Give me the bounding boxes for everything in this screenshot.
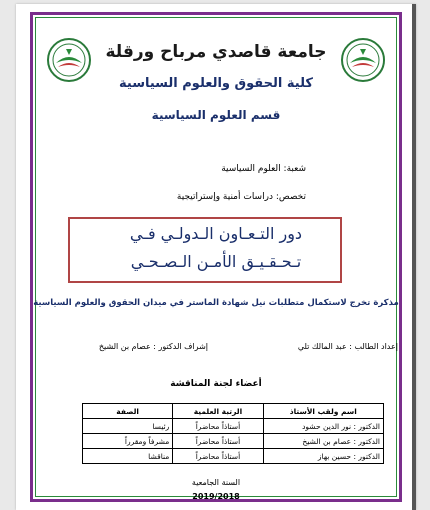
student-name: إعداد الطالب : عبد المالك تلي — [297, 342, 398, 351]
branch-label: شعبة: العلوم السياسية — [221, 164, 306, 174]
member-rank: أستاذاً محاضراً — [173, 419, 263, 434]
table-row — [83, 434, 384, 449]
column-header-role: الصفة — [83, 404, 173, 419]
member-rank: أستاذاً محاضراً — [173, 434, 263, 449]
member-role: رئيسا — [83, 419, 173, 434]
table-row — [83, 449, 384, 464]
table-header-row — [83, 404, 384, 419]
column-header-name: اسم ولقب الأستاذ — [263, 404, 383, 419]
university-name: جامعة قاصدي مرباح ورقلة — [105, 42, 327, 62]
department-name: قسم العلوم السياسية — [151, 108, 281, 122]
document-page — [16, 4, 416, 510]
thesis-description: مذكرة تخرج لاستكمال متطلبات نيل شهادة الماستر في ميدان الحقوق والعلوم السياسية — [33, 298, 399, 308]
member-rank: أستاذاً محاضراً — [173, 449, 263, 464]
supervisor-name: إشراف الدكتور : عصام بن الشيخ — [98, 342, 208, 351]
member-name: الدكتور : عصام بن الشيخ — [263, 434, 383, 449]
member-name: الدكتور : حسين بهاز — [263, 449, 383, 464]
member-name: الدكتور : نور الدين حشود — [263, 419, 383, 434]
thesis-title-line-1: دور التـعـاون الـدولـي فـي — [129, 224, 303, 243]
table-row — [83, 419, 384, 434]
committee-title: أعضاء لجنة المناقشة — [170, 379, 262, 389]
committee-table — [82, 403, 384, 464]
academic-year-label: السنة الجامعية — [191, 478, 241, 487]
specialty-label: تخصص: دراسات أمنية وإستراتيجية — [176, 192, 306, 202]
thesis-title-line-2: تـحـقـيـق الأمـن الـصـحـي — [130, 252, 302, 271]
academic-year: 2019/2018 — [192, 492, 240, 501]
member-role: مناقشا — [83, 449, 173, 464]
member-role: مشرفاً ومقرراً — [83, 434, 173, 449]
column-header-rank: الرتبة العلمية — [173, 404, 263, 419]
faculty-name: كلية الحقوق والعلوم السياسية — [119, 76, 313, 91]
